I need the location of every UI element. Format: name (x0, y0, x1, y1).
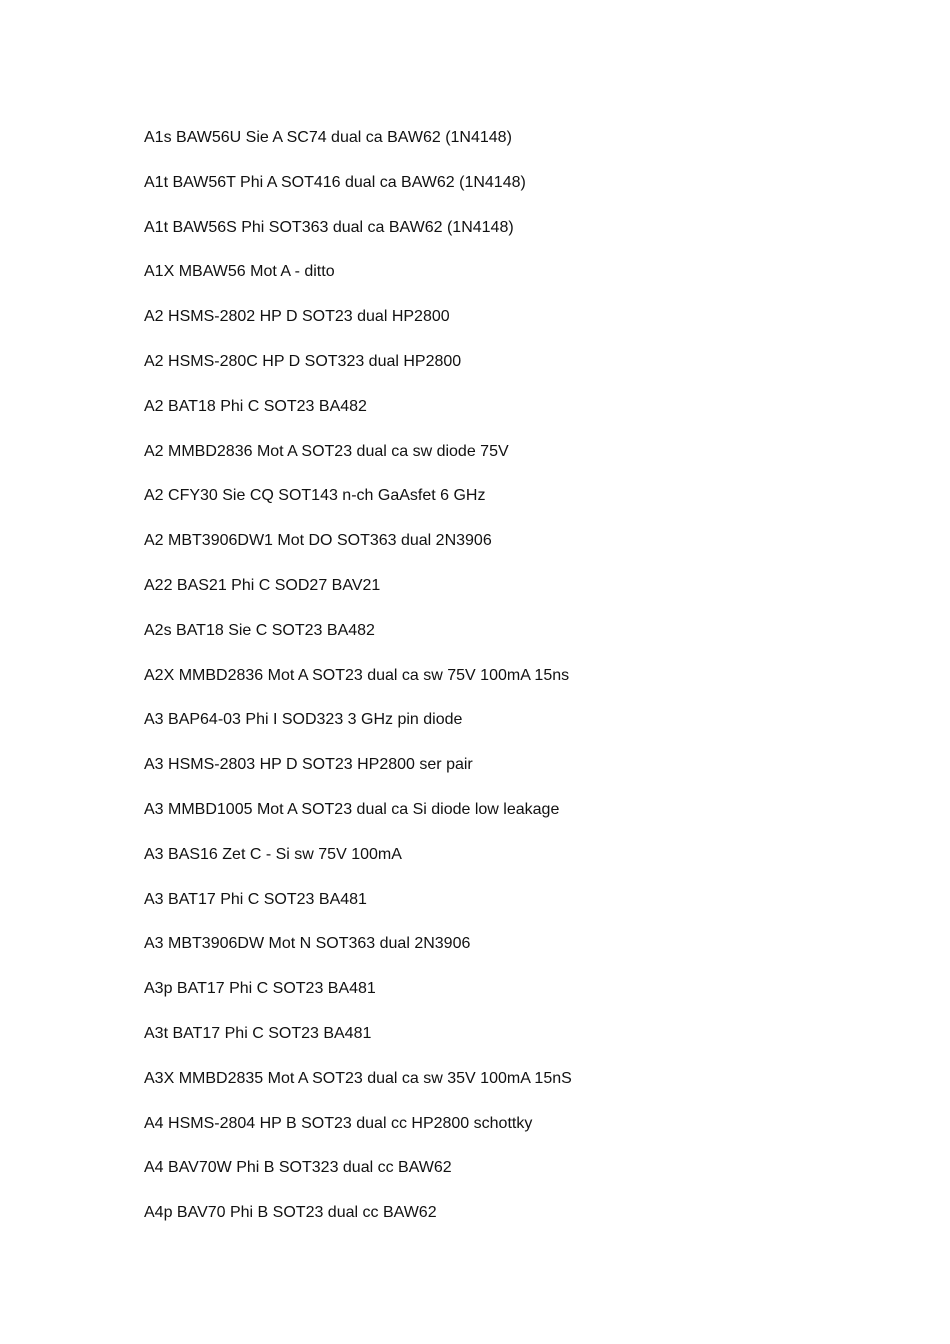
list-item: A2 MBT3906DW1 Mot DO SOT363 dual 2N3906 (144, 532, 492, 550)
list-item: A3 MBT3906DW Mot N SOT363 dual 2N3906 (144, 935, 471, 953)
list-item: A2X MMBD2836 Mot A SOT23 dual ca sw 75V 100mA 15ns (144, 666, 570, 684)
list-item: A3 HSMS-2803 HP D SOT23 HP2800 ser pair (144, 756, 473, 774)
component-list (144, 126, 572, 1246)
list-item: A2 CFY30 Sie CQ SOT143 n-ch GaAsfet 6 GHz (144, 487, 486, 505)
list-item: A1s BAW56U Sie A SC74 dual ca BAW62 (1N4148) (144, 129, 512, 146)
list-item: A2 BAT18 Phi C SOT23 BA482 (144, 397, 367, 415)
list-item: A2 HSMS-280C HP D SOT323 dual HP2800 (144, 352, 462, 370)
list-item: A3 BAT17 Phi C SOT23 BA481 (144, 890, 367, 908)
list-item: A3t BAT17 Phi C SOT23 BA481 (144, 1024, 372, 1042)
list-item: A1X MBAW56 Mot A - ditto (144, 263, 335, 281)
list-item: A3X MMBD2835 Mot A SOT23 dual ca sw 35V 100mA 15nS (144, 1069, 572, 1087)
list-item: A3 BAP64-03 Phi I SOD323 3 GHz pin diode (144, 711, 463, 729)
list-item: A2 HSMS-2802 HP D SOT23 dual HP2800 (144, 308, 450, 326)
list-item: A3p BAT17 Phi C SOT23 BA481 (144, 980, 376, 998)
list-item: A1t BAW56S Phi SOT363 dual ca BAW62 (1N4148) (144, 218, 514, 236)
list-item: A2 MMBD2836 Mot A SOT23 dual ca sw diode 75V (144, 442, 509, 460)
list-item: A3 BAS16 Zet C - Si sw 75V 100mA (144, 845, 402, 863)
list-item: A4p BAV70 Phi B SOT23 dual cc BAW62 (144, 1204, 437, 1222)
list-item: A3 MMBD1005 Mot A SOT23 dual ca Si diode low leakage (144, 800, 560, 818)
list-item: A22 BAS21 Phi C SOD27 BAV21 (144, 576, 381, 594)
list-item: A2s BAT18 Sie C SOT23 BA482 (144, 621, 375, 639)
list-item: A1t BAW56T Phi A SOT416 dual ca BAW62 (1N4148) (144, 173, 526, 191)
list-item: A4 BAV70W Phi B SOT323 dual cc BAW62 (144, 1159, 452, 1177)
list-item: A4 HSMS-2804 HP B SOT23 dual cc HP2800 schottky (144, 1114, 533, 1132)
